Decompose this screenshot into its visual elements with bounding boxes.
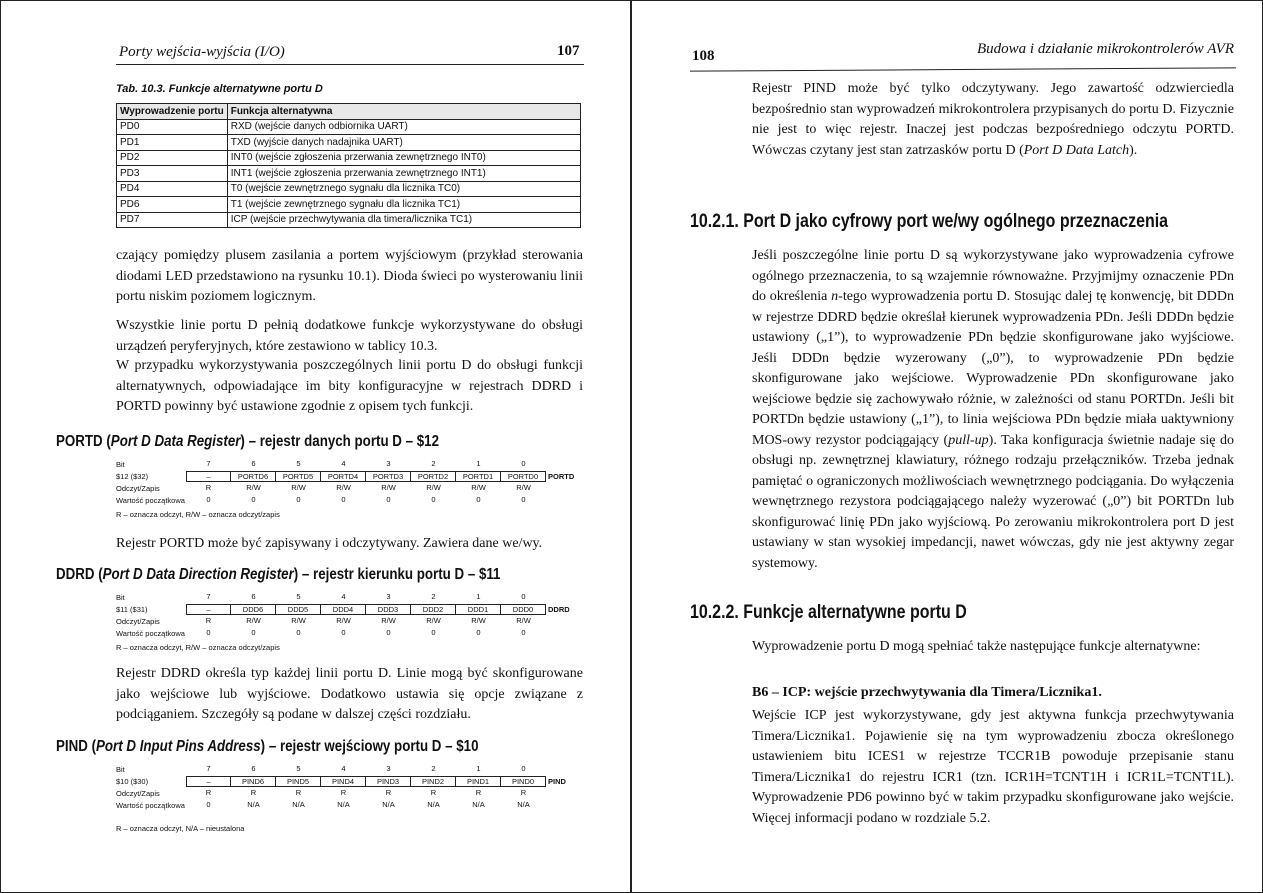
register-bit-cell: PIND3 xyxy=(366,776,411,787)
bit-number: 3 xyxy=(386,592,391,601)
register-bit-cell: PORTD1 xyxy=(456,471,501,482)
register-bit-cell: PORTD6 xyxy=(231,471,276,482)
initial-value: N/A xyxy=(382,800,395,809)
section-heading-10-2-1 xyxy=(690,211,1168,233)
table-cell: TXD (wyjście danych nadajnika UART) xyxy=(227,135,580,151)
table-caption: Tab. 10.3. Funkcje alternatywne portu D xyxy=(116,83,323,95)
bit-number: 4 xyxy=(341,592,346,601)
header-rule xyxy=(116,64,584,65)
register-rest: – rejestr kierunku portu D – $11 xyxy=(298,566,501,583)
register-name: PIND xyxy=(56,738,88,755)
text-run: ). Taka konfiguracja świetnie nadaje się do obsługi np. zewnętrznej klawiatury, różnego rodzaju przełączników. Trzeba jednak pamiętać o ograniczonych możliwościach wewnętrznego podciągania. Do wyłączenia wewnętrznego rezystora podciągającego należy wyzerować („0”) bit PORTDn lub skonfigurować linię PDn jako wyjściową. Po zerowaniu mikrokontrolera port D jest ustawiany w stan wysokiej impedancji, nawet wówczas, gdy nie jest aktywny zegar systemowy. xyxy=(752,432,1234,571)
register-bit-cell: DDD0 xyxy=(501,604,546,615)
section-number: 10.2.2. xyxy=(690,602,739,623)
register-tag: DDRD xyxy=(548,605,570,614)
register-bit-cell: DDD6 xyxy=(231,604,276,615)
initial-label: Wartość początkowa xyxy=(116,801,185,810)
table-cell: INT0 (wejście zgłoszenia przerwania zewnętrznego INT0) xyxy=(227,150,580,166)
register-tag: PIND xyxy=(548,777,566,786)
italic-term: pull-up xyxy=(948,432,989,448)
table-row xyxy=(117,135,581,151)
paragraph: Rejestr DDRD określa typ każdej linii portu D. Linie mogą być skonfigurowane jako wejściowe lub wyjściowe. Dodatkowo ustawia się opcje związane z podciąganiem. Szczegóły są podane w dalszej części rozdziału. xyxy=(116,666,583,722)
register-bit-cell: – xyxy=(186,604,231,615)
text-run: -tego wyprowadzenia portu D. Stosując dalej tę konwencję, bit DDDn w rejestrze DDRD będzie określał kierunek wyprowadzenia PDn. Jeśli DDDn będzie ustawiony („1”), to wyprowadzenie PDn będzie skonfigurowane jako wyjściowe. Jeśli DDDn będzie wyzerowany („0”), to wyprowadzenie PDn będzie skonfigurowane jako wejściowe. Wyprowadzenie PDn skonfigurowane jako wejściowe będzie się zachowywało różnie, w zależności od stanu PORTDn. Jeśli bit PORTDn będzie ustawiony („1”), to linia wejściowa PDn będzie miała uaktywniony MOS-owy rezystor podciągający ( xyxy=(752,289,1235,448)
initial-row xyxy=(116,628,586,640)
access-row xyxy=(116,483,586,495)
paragraph xyxy=(752,79,1234,161)
paragraph: Wejście ICP jest wykorzystywane, gdy jest aktywna funkcja przechwytywania Timera/Licznika1. Pojawienie się na tym wyprowadzeniu zbocza określonego ustawieniem bitu ICES1 w rejestrze TCCR1B powoduje przepisanie stanu Timera/Licznika1 do rejestru ICR1 (tzn. ICR1H=TCNT1H i ICR1L=TCNT1L). Wyprowadzenie PD6 powinno być w takim przypadku skonfigurowane jako wejście. Więcej informacji podano w rozdziale 5.2. xyxy=(752,708,1234,826)
access-value: R/W xyxy=(426,616,441,625)
register-bit-cell: – xyxy=(186,471,231,482)
register-bit-cell: DDD2 xyxy=(411,604,456,615)
paragraph: Wyprowadzenie portu D mogą spełniać także następujące funkcje alternatywne: xyxy=(752,639,1201,654)
table-header: Funkcja alternatywna xyxy=(227,104,580,120)
register-bit-cell: PIND6 xyxy=(231,776,276,787)
portd-heading: PORTD (Port D Data Register) – rejestr danych portu D – $12 xyxy=(56,433,439,450)
bit-number: 1 xyxy=(476,459,481,468)
access-label: Odczyt/Zapis xyxy=(116,789,160,798)
table-cell: PD2 xyxy=(117,150,228,166)
bit-number: 5 xyxy=(296,764,301,773)
initial-value: 0 xyxy=(521,495,526,504)
italic-term: n xyxy=(831,289,839,304)
register-bit-cell: DDD1 xyxy=(456,604,501,615)
register-desc: Port D Data Direction Register xyxy=(102,566,294,583)
bit-number: 0 xyxy=(521,764,526,773)
register-note: R – oznacza odczyt, R/W – oznacza odczyt/zapis xyxy=(116,510,280,519)
register-note: R – oznacza odczyt, R/W – oznacza odczyt/zapis xyxy=(116,643,280,652)
section-number: 10.2.1. xyxy=(690,211,739,232)
initial-value: 0 xyxy=(296,628,301,637)
bit-number: 5 xyxy=(296,592,301,601)
initial-value: 0 xyxy=(341,628,346,637)
access-value: R/W xyxy=(246,616,261,625)
register-bit-cell: PIND4 xyxy=(321,776,366,787)
initial-value: 0 xyxy=(386,628,391,637)
paragraph: Wszystkie linie portu D pełnią dodatkowe funkcje wykorzystywane do obsługi urządzeń peryferyjnych, które zestawiono w tablicy 10.3. xyxy=(116,318,583,354)
table-cell: PD6 xyxy=(117,197,228,213)
bit-label: Bit xyxy=(116,765,125,774)
access-value: R xyxy=(205,483,212,492)
bit-row xyxy=(116,459,586,471)
ddrd-heading: DDRD (Port D Data Direction Register) – rejestr kierunku portu D – $11 xyxy=(56,566,501,583)
register-row xyxy=(116,471,586,483)
initial-label: Wartość początkowa xyxy=(116,496,185,505)
access-value: R/W xyxy=(291,483,306,492)
access-value: R/W xyxy=(381,616,396,625)
table-cell: RXD (wejście danych odbiornika UART) xyxy=(227,119,580,135)
initial-value: N/A xyxy=(427,800,440,809)
initial-row xyxy=(116,495,586,507)
bit-number: 7 xyxy=(206,592,211,601)
bit-number: 7 xyxy=(206,764,211,773)
access-value: R/W xyxy=(291,616,306,625)
section-title: Port D jako cyfrowy port we/wy ogólnego przeznaczenia xyxy=(743,211,1169,232)
initial-label: Wartość początkowa xyxy=(116,629,185,638)
register-bit-cell: PORTD0 xyxy=(501,471,546,482)
table-row xyxy=(117,119,581,135)
register-rest: – rejestr wejściowy portu D – $10 xyxy=(265,738,479,755)
initial-value: 0 xyxy=(476,628,481,637)
bit-number: 0 xyxy=(521,459,526,468)
bit-number: 6 xyxy=(251,592,256,601)
text-run: Jeśli poszczególne linie portu D są wykorzystywane jako wyprowadzenia cyfrowe ogólnego przeznaczenia, to są wzajemnie równoważne. Przyjmijmy oznaczenie PDn do określenia xyxy=(752,248,1234,304)
bit-number: 1 xyxy=(476,764,481,773)
initial-value: 0 xyxy=(296,495,301,504)
register-bit-cell: PIND0 xyxy=(501,776,546,787)
table-header: Wyprowadzenie portu xyxy=(117,104,228,120)
portd-register-diagram xyxy=(116,459,586,519)
access-value: R/W xyxy=(336,483,351,492)
register-row xyxy=(116,604,586,616)
initial-value: 0 xyxy=(521,628,526,637)
table-cell: PD3 xyxy=(117,166,228,182)
initial-value: 0 xyxy=(386,495,391,504)
access-label: Odczyt/Zapis xyxy=(116,617,160,626)
table-cell: T0 (wejście zewnętrznego sygnału dla licznika TC0) xyxy=(227,181,580,197)
register-row xyxy=(116,776,586,788)
right-page xyxy=(631,0,1263,893)
table-row xyxy=(117,166,581,182)
bit-number: 2 xyxy=(431,459,436,468)
right-page-number: 108 xyxy=(692,48,715,64)
bit-number: 3 xyxy=(386,764,391,773)
table-header-row xyxy=(117,104,581,120)
register-bit-cell: DDD5 xyxy=(276,604,321,615)
table-cell: ICP (wejście przechwytywania dla timera/licznika TC1) xyxy=(227,212,580,228)
right-running-header: Budowa i działanie mikrokontrolerów AVR xyxy=(976,41,1234,57)
bit-number: 2 xyxy=(431,592,436,601)
section-title: Funkcje alternatywne portu D xyxy=(743,602,967,623)
table-cell: PD4 xyxy=(117,181,228,197)
bit-number: 0 xyxy=(521,592,526,601)
access-value: R xyxy=(295,788,302,797)
register-bit-cell: PORTD3 xyxy=(366,471,411,482)
access-value: R xyxy=(205,616,212,625)
access-row xyxy=(116,788,586,800)
bit-label: Bit xyxy=(116,593,125,602)
register-bit-cell: – xyxy=(186,776,231,787)
pind-heading: PIND (Port D Input Pins Address) – rejestr wejściowy portu D – $10 xyxy=(56,738,479,755)
register-rest: – rejestr danych portu D – $12 xyxy=(244,433,439,450)
initial-value: N/A xyxy=(517,800,530,809)
access-value: R xyxy=(385,788,392,797)
bit-number: 4 xyxy=(341,764,346,773)
table-row xyxy=(117,150,581,166)
access-value: R/W xyxy=(426,483,441,492)
bit-label: Bit xyxy=(116,460,125,469)
register-address: $10 ($30) xyxy=(116,777,149,786)
register-note: R – oznacza odczyt, N/A – nieustalona xyxy=(116,824,245,833)
initial-value: 0 xyxy=(251,628,256,637)
table-cell: PD1 xyxy=(117,135,228,151)
register-desc: Port D Input Pins Address xyxy=(96,738,261,755)
alt-functions-table xyxy=(116,103,581,228)
initial-value: N/A xyxy=(292,800,305,809)
register-bit-cell: PIND2 xyxy=(411,776,456,787)
register-bit-cell: PIND1 xyxy=(456,776,501,787)
access-row xyxy=(116,616,586,628)
register-bit-cell: DDD4 xyxy=(321,604,366,615)
table-row xyxy=(117,197,581,213)
access-value: R/W xyxy=(336,616,351,625)
register-name: PORTD xyxy=(56,433,103,450)
register-name: DDRD xyxy=(56,566,95,583)
paragraph: Rejestr PORTD może być zapisywany i odczytywany. Zawiera dane we/wy. xyxy=(116,536,543,551)
paragraph: czający pomiędzy plusem zasilania a portem wyjściowym (przykład sterowania diodami LED przedstawiono na rysunku 10.1). Dioda świeci po wysterowaniu linii portu niskim poziomem logicznym. xyxy=(116,248,583,304)
initial-value: 0 xyxy=(206,628,211,637)
table-cell: T1 (wejście zewnętrznego sygnału dla licznika TC1) xyxy=(227,197,580,213)
initial-value: N/A xyxy=(247,800,260,809)
access-value: R xyxy=(205,788,212,797)
register-address: $12 ($32) xyxy=(116,472,149,481)
access-value: R xyxy=(520,788,527,797)
table-cell: PD0 xyxy=(117,119,228,135)
initial-value: 0 xyxy=(251,495,256,504)
initial-value: 0 xyxy=(431,628,436,637)
table-row xyxy=(117,181,581,197)
ddrd-register-diagram xyxy=(116,592,586,652)
access-value: R xyxy=(250,788,257,797)
table-cell: INT1 (wejście zgłoszenia przerwania zewnętrznego INT1) xyxy=(227,166,580,182)
initial-value: N/A xyxy=(337,800,350,809)
register-tag: PORTD xyxy=(548,472,575,481)
initial-value: N/A xyxy=(472,800,485,809)
header-rule xyxy=(690,67,1236,71)
register-bit-cell: DDD3 xyxy=(366,604,411,615)
initial-value: 0 xyxy=(206,800,211,809)
italic-term: Port D Data Latch xyxy=(1023,142,1130,158)
bit-number: 3 xyxy=(386,459,391,468)
access-value: R/W xyxy=(246,483,261,492)
register-desc: Port D Data Register xyxy=(110,433,241,450)
bit-row xyxy=(116,592,586,604)
section-heading-10-2-2 xyxy=(690,602,967,624)
bit-number: 4 xyxy=(341,459,346,468)
bit-number: 2 xyxy=(431,764,436,773)
bit-number: 1 xyxy=(476,592,481,601)
initial-value: 0 xyxy=(431,495,436,504)
paragraph: W przypadku wykorzystywania poszczególnych linii portu D do obsługi funkcji alternatywnych, odpowiadające im bity konfiguracyjne w rejestrach DDRD i PORTD powinny być ustawione zgodnie z opisem tych funkcji. xyxy=(116,358,583,414)
subsection-heading: B6 – ICP: wejście przechwytywania dla Timera/Licznika1. xyxy=(752,685,1102,700)
access-value: R/W xyxy=(516,483,531,492)
register-address: $11 ($31) xyxy=(116,605,148,614)
access-value: R/W xyxy=(471,483,486,492)
initial-value: 0 xyxy=(206,495,211,504)
access-value: R/W xyxy=(516,616,531,625)
initial-value: 0 xyxy=(476,495,481,504)
left-page xyxy=(0,0,631,893)
initial-value: 0 xyxy=(341,495,346,504)
bit-number: 6 xyxy=(251,764,256,773)
access-label: Odczyt/Zapis xyxy=(116,484,160,493)
register-bit-cell: PORTD5 xyxy=(276,471,321,482)
access-value: R xyxy=(340,788,347,797)
left-page-number: 107 xyxy=(557,43,580,59)
bit-number: 7 xyxy=(206,459,211,468)
bit-row xyxy=(116,764,586,776)
text-run: ). xyxy=(1129,142,1138,158)
bit-number: 5 xyxy=(296,459,301,468)
access-value: R xyxy=(475,788,482,797)
initial-row xyxy=(116,800,586,812)
access-value: R/W xyxy=(381,483,396,492)
access-value: R/W xyxy=(471,616,486,625)
paragraph xyxy=(752,246,1234,574)
bit-number: 6 xyxy=(251,459,256,468)
table-cell: PD7 xyxy=(117,212,228,228)
register-bit-cell: PIND5 xyxy=(276,776,321,787)
table-row xyxy=(117,212,581,228)
access-value: R xyxy=(430,788,437,797)
left-running-header: Porty wejścia-wyjścia (I/O) xyxy=(119,44,285,60)
register-bit-cell: PORTD2 xyxy=(411,471,456,482)
text-run: Rejestr PIND może być tylko odczytywany. Jego zawartość odzwierciedla bezpośrednio stan wyprowadzeń mikrokontrolera przypisanych do portu D. Fizycznie nie jest to więc rejestr. Inaczej jest podczas bezpośredniego odczytu PORTD. Wówczas czytany jest stan zatrzasków portu D ( xyxy=(752,81,1234,158)
register-bit-cell: PORTD4 xyxy=(321,471,366,482)
pind-register-diagram xyxy=(116,764,586,833)
